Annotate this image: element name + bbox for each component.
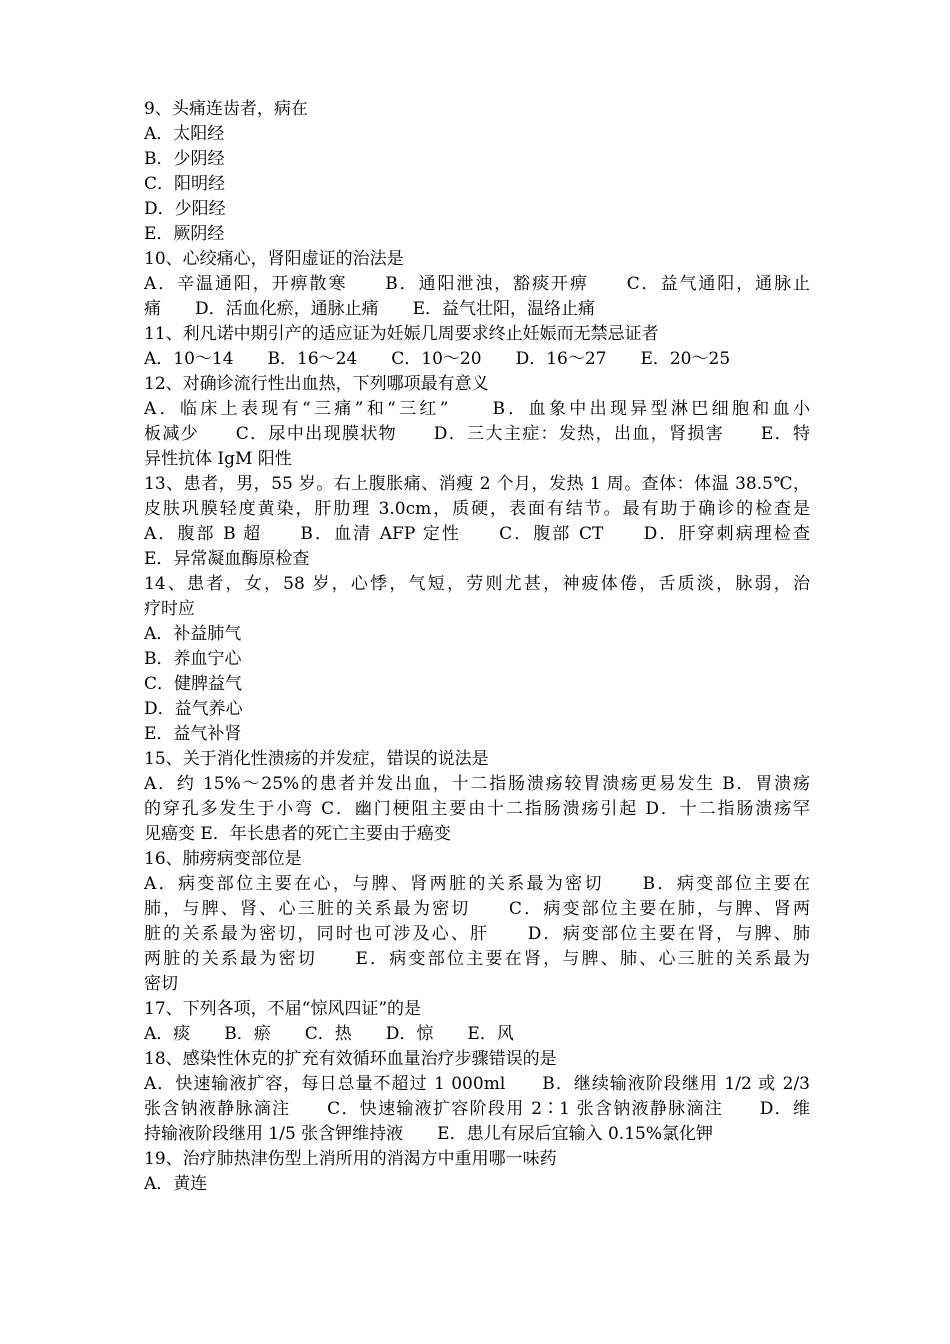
question-11-stem: 11、利凡诺中期引产的适应证为妊娠几周要求终止妊娠而无禁忌证者 [144,324,659,344]
question-12-options-line-3: 异性抗体 IgM 阳性 [144,449,292,469]
question-18-options-line-2: 张含钠液静脉滴注 C．快速输液扩容阶段用 2∶1 张含钠液静脉滴注 D．维 [144,1099,810,1119]
question-9-option-c: C．阳明经 [144,174,226,194]
question-13-options-line-1: A．腹部 B 超 B．血清 AFP 定性 C．腹部 CT D．肝穿刺病理检查 [144,524,810,544]
question-15-options-line-1: A．约 15%～25%的患者并发出血，十二指肠溃疡较胃溃疡更易发生 B．胃溃疡 [144,774,810,794]
question-10-options-line-2: 痛 D．活血化瘀，通脉止痛 E．益气壮阳，温络止痛 [144,299,596,319]
question-18-options-line-3: 持输液阶段继用 1/5 张含钾维持液 E．患儿有尿后宜输入 0.15%氯化钾 [144,1124,713,1144]
question-16-options-line-1: A．病变部位主要在心，与脾、肾两脏的关系最为密切 B．病变部位主要在 [144,874,810,894]
question-14-stem-line-2: 疗时应 [144,599,195,619]
question-17-options: A．痰 B．瘀 C．热 D．惊 E．风 [144,1024,514,1044]
question-13-stem-line-1: 13、患者，男，55 岁。右上腹胀痛、消瘦 2 个月，发热 1 周。查体：体温 38.5℃， [144,474,810,494]
question-12-options-line-1: A．临床上表现有“三痛”和“三红” B．血象中出现异型淋巴细胞和血小 [144,399,810,419]
question-18-options-line-1: A．快速输液扩容，每日总量不超过 1 000ml B．继续输液阶段继用 1/2 或 2/3 [144,1074,810,1094]
question-15-options-line-3: 见癌变 E．年长患者的死亡主要由于癌变 [144,824,451,844]
question-14-stem-line-1: 14、患者，女，58 岁，心悸，气短，劳则尤甚，神疲体倦，舌质淡，脉弱，治 [144,574,810,594]
question-19-stem: 19、治疗肺热津伤型上消所用的消渴方中重用哪一味药 [144,1149,557,1169]
question-16-options-line-4: 两脏的关系最为密切 E．病变部位主要在肾，与脾、肺、心三脏的关系最为 [144,949,810,969]
question-14-option-b: B．养血宁心 [144,649,242,669]
question-12-options-line-2: 板减少 C．尿中出现膜状物 D．三大主症：发热，出血，肾损害 E．特 [144,424,810,444]
question-12-stem: 12、对确诊流行性出血热，下列哪项最有意义 [144,374,489,394]
question-9-option-b: B．少阴经 [144,149,225,169]
question-11-options: A．10～14 B．16～24 C．10～20 D．16～27 E．20～25 [144,349,731,369]
question-9-option-e: E．厥阴经 [144,224,225,244]
question-15-stem: 15、关于消化性溃疡的并发症，错误的说法是 [144,749,489,769]
question-17-stem: 17、下列各项，不届“惊风四证”的是 [144,999,422,1019]
question-19-option-a: A．黄连 [144,1174,208,1194]
question-10-options-line-1: A．辛温通阳，开痹散寒 B．通阳泄浊，豁痰开痹 C．益气通阳，通脉止 [144,274,810,294]
question-14-option-d: D．益气养心 [144,699,243,719]
question-14-option-c: C．健脾益气 [144,674,243,694]
document-page [144,97,810,1197]
question-16-options-line-2: 肺，与脾、肾、心三脏的关系最为密切 C．病变部位主要在肺，与脾、肾两 [144,899,810,919]
question-16-options-line-5: 密切 [144,974,178,994]
question-15-options-line-2: 的穿孔多发生于小弯 C．幽门梗阻主要由十二指肠溃疡引起 D．十二指肠溃疡罕 [144,799,810,819]
question-10-stem: 10、心绞痛心，肾阳虚证的治法是 [144,249,404,269]
question-18-stem: 18、感染性休克的扩充有效循环血量治疗步骤错误的是 [144,1049,557,1069]
question-14-option-a: A．补益肺气 [144,624,242,644]
question-9-option-d: D．少阳经 [144,199,226,219]
question-9-option-a: A．太阳经 [144,124,225,144]
question-13-options-line-2: E．异常凝血酶原检查 [144,549,310,569]
question-13-stem-line-2: 皮肤巩膜轻度黄染，肝肋理 3.0cm，质硬，表面有结节。最有助于确诊的检查是 [144,499,810,519]
question-16-stem: 16、肺痨病变部位是 [144,849,302,869]
question-16-options-line-3: 脏的关系最为密切，同时也可涉及心、肝 D．病变部位主要在肾，与脾、肺 [144,924,810,944]
question-14-option-e: E．益气补肾 [144,724,242,744]
question-9-stem: 9、头痛连齿者，病在 [144,99,308,119]
